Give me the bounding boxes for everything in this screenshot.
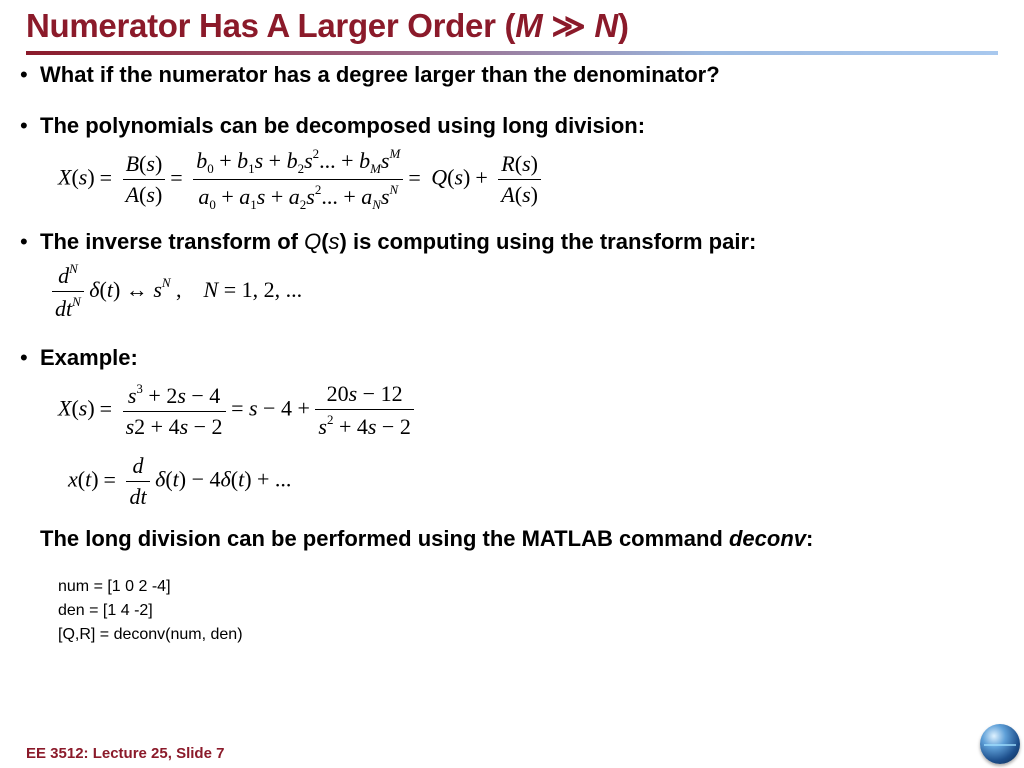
title-underline: [26, 51, 998, 55]
code-line: num = [1 0 2 -4]: [58, 578, 171, 595]
eq1-quotient: Q(s): [431, 164, 471, 190]
code-line: den = [1 4 -2]: [58, 602, 153, 619]
eq3-fraction-original: $\frac{s^3 + 2s - 4}{s2 + 4s - 2}$: [123, 381, 226, 440]
title-n: N: [594, 7, 618, 44]
bullet-example: • Example:: [20, 345, 138, 370]
title-close-paren: ): [617, 7, 629, 44]
eq1-fraction-polynomials: $\frac{b_0 + b_1s + b_2s^2... + b_Ms^M}{a_0 + a_1s + a_2s^2... + a_Ns^N}$: [193, 146, 403, 213]
bullet-text: Example:: [40, 345, 138, 370]
globe-logo-icon: [980, 724, 1020, 764]
equation-transform-pair: [52, 261, 302, 322]
bullet-numerator-question: • What if the numerator has a degree larger than the denominator?: [20, 62, 720, 87]
matlab-instruction: The long division can be performed using the MATLAB command deconv:: [40, 526, 814, 551]
eq4-derivative-fraction: $\frac{d}{dt}$: [126, 453, 149, 510]
eq1-lhs: X(s): [58, 164, 95, 190]
eq2-derivative-fraction: $\frac{d^N}{dt^N}$: [52, 261, 84, 322]
equation-example-decomposition: X(s) = $\frac{s^3 + 2s - 4}{s2 + 4s - 2}$ = s − 4 + $\frac{20s - 12}{s^2 + 4s - 2}$: [58, 381, 414, 440]
eq2-pair: δ(t) ↔ $s^N$ , N = 1, 2, ...: [89, 274, 303, 302]
title-much-greater: ≫: [542, 7, 595, 44]
bullet-inverse-transform: • The inverse transform of Q(s) is computing using the transform pair:: [20, 229, 757, 254]
slide-title: [26, 6, 629, 45]
bullet-text: What if the numerator has a degree larger than the denominator?: [40, 62, 720, 87]
title-m: M: [515, 7, 543, 44]
equation-decomposition: X(s) = $\frac{B(s)}{A(s)}$ = $\frac{b_0 + b_1s + b_2s^2... + b_Ms^M}{a_0 + a_1s + a_2s^2... + a_Ns^N}$ = Q(s) + $\frac{R(s)}{A(s)}$: [58, 146, 541, 213]
code-line: [Q,R] = deconv(num, den): [58, 626, 243, 643]
matlab-command: deconv: [728, 526, 807, 551]
matlab-code-block: [58, 575, 243, 647]
equation-example-inverse: x(t) = $\frac{d}{dt}$ δ(t) − 4δ(t) + ...: [68, 453, 292, 509]
bullet-text: The polynomials can be decomposed using long division:: [40, 113, 646, 138]
eq1-fraction-r-over-a: $\frac{R(s)}{A(s)}$: [498, 151, 541, 208]
eq3-fraction-remainder: $\frac{20s - 12}{s^2 + 4s - 2}$: [315, 381, 413, 440]
bullet-long-division: • The polynomials can be decomposed using long division:: [20, 113, 646, 138]
eq3-lhs: X(s): [58, 395, 95, 421]
slide-footer: EE 3512: Lecture 25, Slide 7: [26, 745, 225, 762]
eq3-quotient: = s − 4 +: [231, 395, 310, 421]
title-text: Numerator Has A Larger Order (: [26, 7, 516, 44]
eq4-rest: δ(t) − 4δ(t) + ...: [155, 466, 292, 492]
eq1-fraction-b-over-a: $\frac{B(s)}{A(s)}$: [123, 151, 166, 208]
eq4-lhs: x(t): [68, 466, 99, 492]
